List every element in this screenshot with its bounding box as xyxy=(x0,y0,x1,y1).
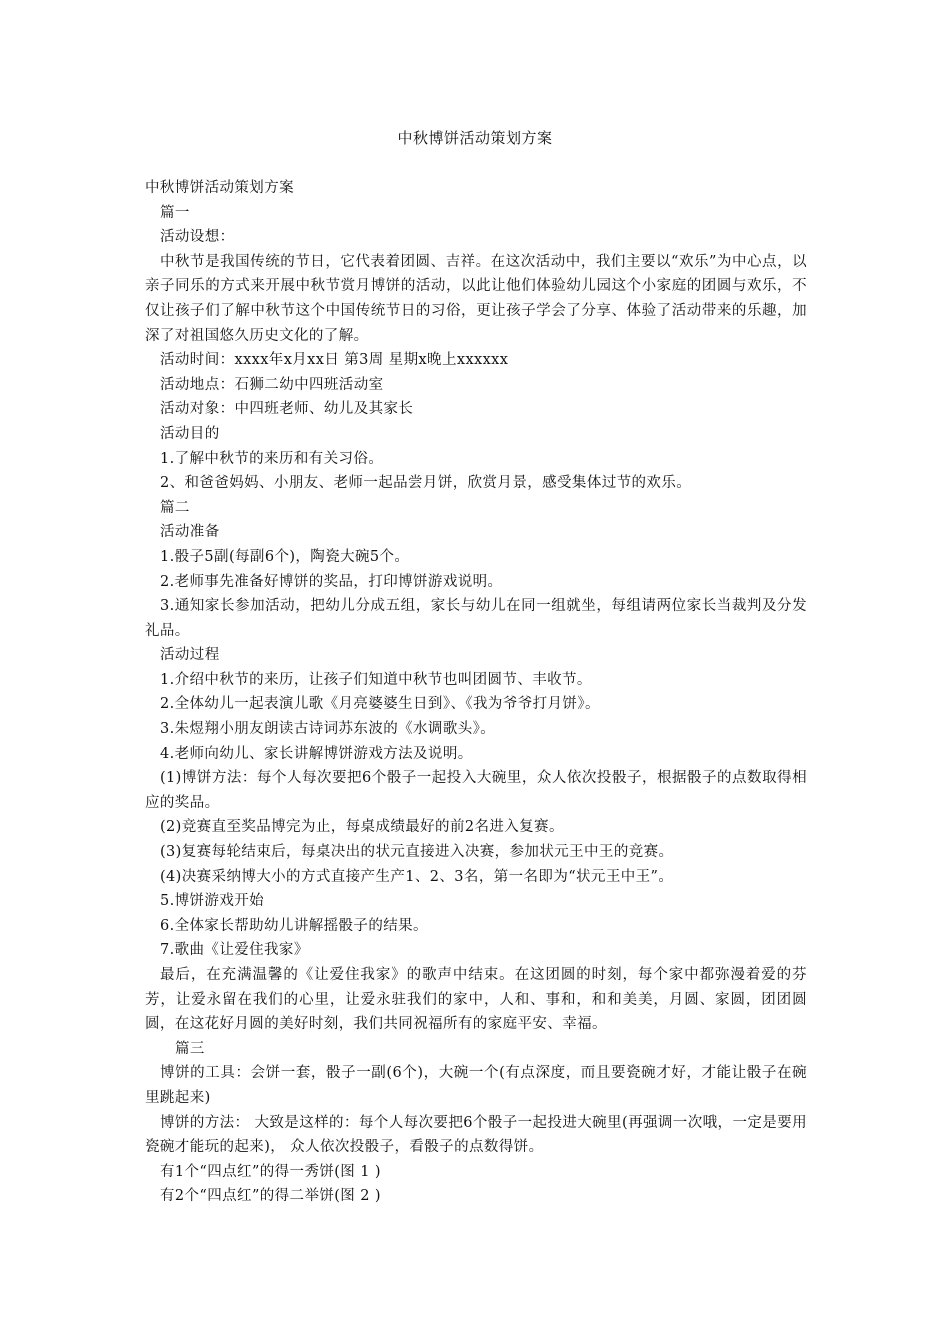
paragraph: (1)博饼方法：每个人每次要把6个骰子一起投入大碗里，众人依次投骰子，根据骰子的点数取得相应的奖品。 xyxy=(145,770,807,811)
document-title: 中秋博饼活动策划方案 xyxy=(397,129,553,147)
paragraph: 1.骰子5副(每副6个)，陶瓷大碗5个。 xyxy=(160,548,410,565)
paragraph: 有1个“四点红”的得一秀饼(图 1 ) xyxy=(160,1163,381,1180)
paragraph: 活动地点：石狮二幼中四班活动室 xyxy=(160,376,384,393)
paragraph: 活动过程 xyxy=(160,647,220,664)
paragraph: 活动对象：中四班老师、幼儿及其家长 xyxy=(160,401,414,418)
paragraph: (4)决赛采纳博大小的方式直接产生产1、2、3名，第一名即为“状元王中王”。 xyxy=(160,868,674,885)
paragraph: 活动目的 xyxy=(160,425,220,442)
paragraph: 篇二 xyxy=(160,499,190,516)
paragraph: 3.朱煜翔小朋友朗读古诗词苏东波的《水调歌头》。 xyxy=(160,721,496,738)
paragraph: 3.通知家长参加活动，把幼儿分成五组，家长与幼儿在同一组就坐，每组请两位家长当裁判及分发礼品。 xyxy=(145,598,807,639)
paragraph: (2)竞赛直至奖品博完为止，每桌成绩最好的前2名进入复赛。 xyxy=(160,819,564,836)
paragraph: 最后，在充满温馨的《让爱住我家》的歌声中结束。在这团圆的时刻，每个家中都弥漫着爱的芬芳，让爱永留在我们的心里，让爱永驻我们的家中，人和、事和，和和美美，月圆、家圆，团团圆圆，在这花好月圆的美好时刻，我们共同祝福所有的家庭平安、幸福。 xyxy=(145,967,807,1033)
paragraph: 篇一 xyxy=(160,204,190,221)
paragraph: 博饼的工具：会饼一套，骰子一副(6个)，大碗一个(有点深度，而且要瓷碗才好，才能让骰子在碗里跳起来) xyxy=(145,1065,807,1106)
paragraph: 活动准备 xyxy=(160,524,220,541)
paragraph: 2、和爸爸妈妈、小朋友、老师一起品尝月饼，欣赏月景，感受集体过节的欢乐。 xyxy=(160,475,692,492)
paragraph: 中秋节是我国传统的节日，它代表着团圆、吉祥。在这次活动中，我们主要以“欢乐”为中心点，以亲子同乐的方式来开展中秋节赏月博饼的活动，以此让他们体验幼儿园这个小家庭的团圆与欢乐，不仅让孩子们了解中秋节这个中国传统节日的习俗，更让孩子学会了分享、体验了活动带来的乐趣，加深了对祖国悠久历史文化的了解。 xyxy=(145,253,807,344)
paragraph: 2.老师事先准备好博饼的奖品，打印博饼游戏说明。 xyxy=(160,573,503,590)
paragraph: 活动时间：xxxx年x月xx日 第3周 星期x晚上xxxxxx xyxy=(160,352,509,369)
paragraph: 7.歌曲《让爱住我家》 xyxy=(160,942,309,959)
document-body xyxy=(145,176,807,1209)
paragraph: 4.老师向幼儿、家长讲解博饼游戏方法及说明。 xyxy=(160,745,473,762)
paragraph: 博饼的方法： 大致是这样的：每个人每次要把6个骰子一起投进大碗里(再强调一次哦，一定是要用瓷碗才能玩的起来)， 众人依次投骰子，看骰子的点数得饼。 xyxy=(145,1114,807,1156)
paragraph: 1.了解中秋节的来历和有关习俗。 xyxy=(160,450,384,467)
paragraph: 活动设想： xyxy=(160,229,235,246)
paragraph: (3)复赛每轮结束后，每桌决出的状元直接进入决赛，参加状元王中王的竞赛。 xyxy=(160,844,674,861)
paragraph: 5.博饼游戏开始 xyxy=(160,893,265,910)
paragraph: 2.全体幼儿一起表演儿歌《月亮婆婆生日到》、《我为爷爷打月饼》。 xyxy=(160,696,600,713)
paragraph: 篇三 xyxy=(175,1040,205,1057)
paragraph: 6.全体家长帮助幼儿讲解摇骰子的结果。 xyxy=(160,917,428,934)
paragraph: 1.介绍中秋节的来历，让孩子们知道中秋节也叫团圆节、丰收节。 xyxy=(160,671,592,688)
paragraph: 有2个“四点红”的得二举饼(图 2 ) xyxy=(160,1188,381,1205)
paragraph: 中秋博饼活动策划方案 xyxy=(145,180,294,196)
